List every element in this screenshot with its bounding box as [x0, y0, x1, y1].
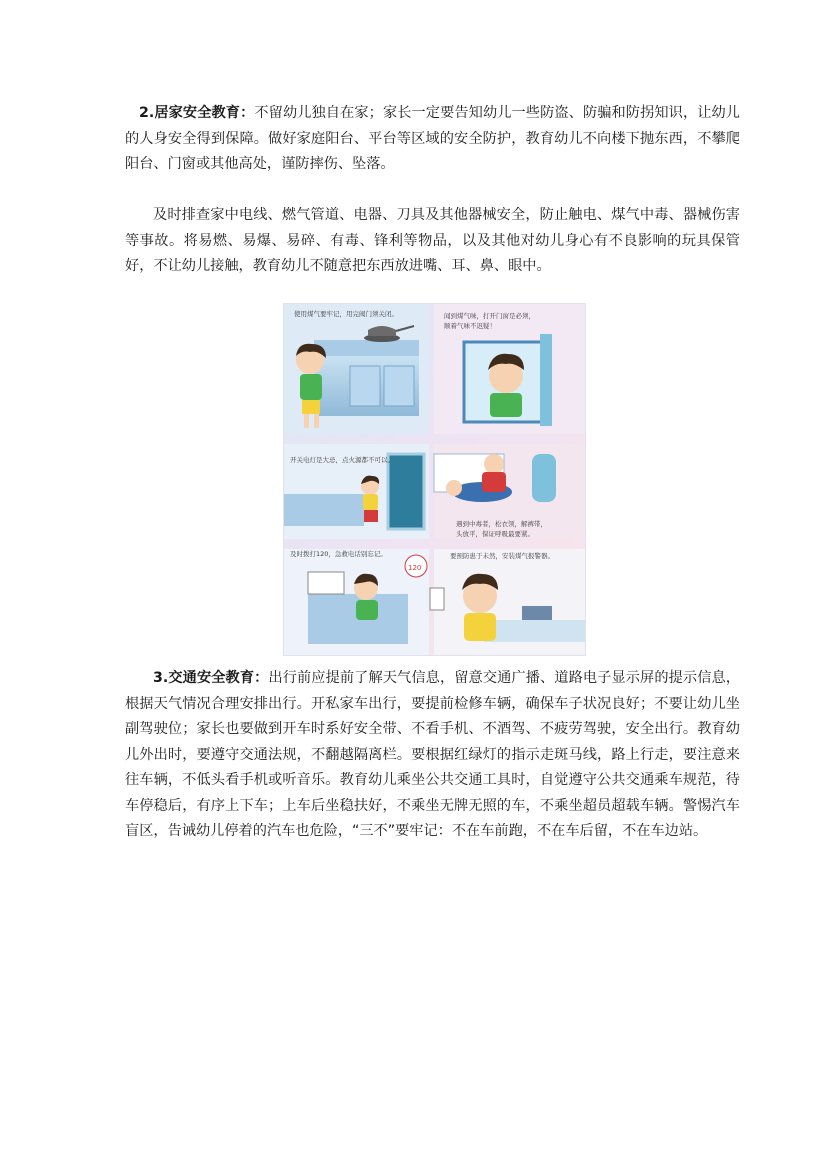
hazard-check-paragraph: [125, 203, 740, 280]
home-safety-paragraph: [125, 101, 740, 178]
panel-call-120: [284, 549, 429, 655]
panel-no-switch: [284, 444, 429, 539]
section-heading-traffic-safety: 3.交通安全教育：: [153, 670, 269, 686]
panel-gas-valve: [284, 304, 429, 434]
svg-text:开关电灯是大忌，点火源都不可以。: 开关电灯是大忌，点火源都不可以。: [290, 456, 394, 464]
traffic-safety-paragraph: [125, 666, 740, 845]
section-heading-home-safety: 2.居家安全教育：: [139, 105, 255, 121]
svg-text:及时拨打120，急救电话别忘记。: 及时拨打120，急救电话别忘记。: [290, 550, 387, 558]
svg-text:闻到煤气味，打开门窗是必须，: 闻到煤气味，打开门窗是必须，: [444, 312, 535, 320]
traffic-safety-body: 出行前应提前了解天气信息，留意交通广播、道路电子显示屏的提示信息，根据天气情况合理安排出行。开私家车出行，要提前检修车辆，确保车子状况良好；不要让幼儿坐副驾驶位；家长也要做到开车时系好安全带、不看手机、不酒驾、不疲劳驾驶，安全出行。教育幼儿外出时，要遵守交通法规，不翻越隔离栏。要根据红绿灯的指示走斑马线，路上行走，要注意来往车辆，不低头看手机或听音乐。教育幼儿乘坐公共交通工具时，自觉遵守公共交通乘车规范，待车停稳后，有序上下车；上车后坐稳扶好，不乘坐无牌无照的车，不乘坐超员超载车辆。警惕汽车盲区，告诫幼儿停着的汽车也危险，“三不”要牢记：不在车前跑，不在车后留，不在车边站。: [125, 670, 740, 839]
panel-open-window: [434, 304, 585, 434]
home-safety-body: 不留幼儿独自在家；家长一定要告知幼儿一些防盗、防骗和防拐知识，让幼儿的人身安全得到保障。做好家庭阳台、平台等区域的安全防护，教育幼儿不向楼下抛东西，不攀爬阳台、门窗或其他高处，谨防摔伤、坠落。: [125, 105, 740, 172]
svg-text:使用煤气要牢记，用完阀门须关闭。: 使用煤气要牢记，用完阀门须关闭。: [294, 310, 398, 318]
gas-safety-illustration: [283, 303, 586, 656]
svg-text:头放平，保证呼吸最要紧。: 头放平，保证呼吸最要紧。: [456, 530, 534, 538]
hazard-check-body: 及时排查家中电线、燃气管道、电器、刀具及其他器械安全，防止触电、煤气中毒、器械伤害等事故。将易燃、易爆、易碎、有毒、锋利等物品，以及其他对幼儿身心有不良影响的玩具保管好，不让幼儿接触，教育幼儿不随意把东西放进嘴、耳、鼻、眼中。: [125, 207, 740, 274]
svg-text:遇到中毒者，松衣领，解裤带，: 遇到中毒者，松衣领，解裤带，: [456, 520, 547, 528]
svg-text:顺着气味不迟疑！: 顺着气味不迟疑！: [444, 322, 496, 330]
svg-text:要预防患于未然，安装煤气报警器。: 要预防患于未然，安装煤气报警器。: [450, 552, 554, 560]
panel-gas-alarm: [430, 549, 585, 655]
svg-text:120: 120: [408, 564, 422, 572]
panel-first-aid: [434, 444, 585, 539]
